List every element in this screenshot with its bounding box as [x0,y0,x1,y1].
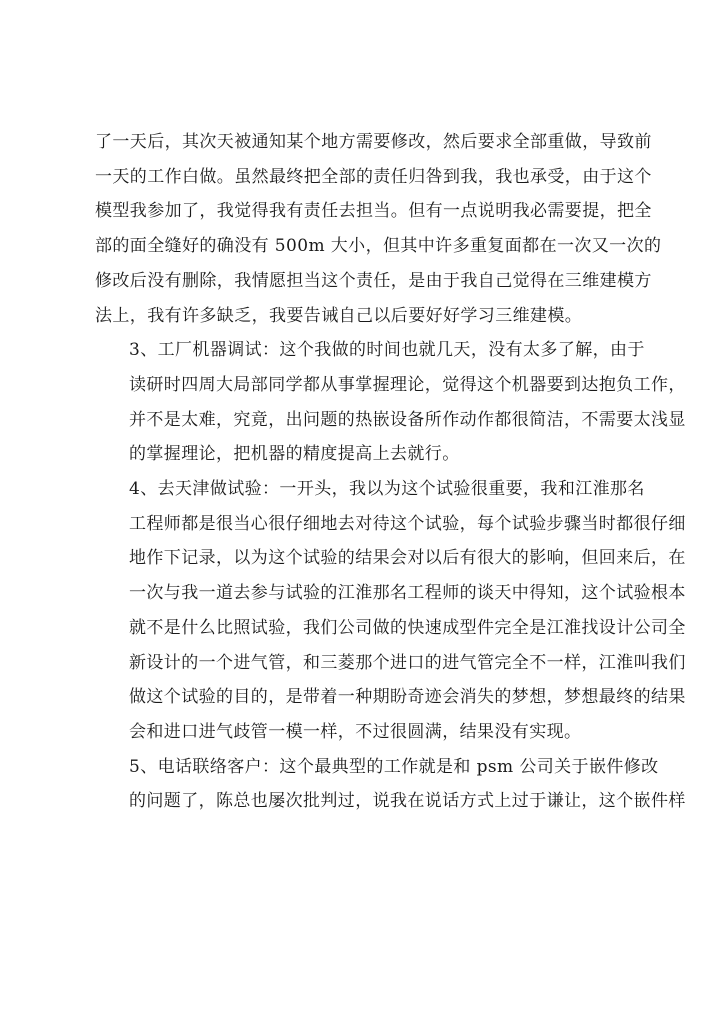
paragraph-factory-machine-debugging [95,333,686,472]
text-line: 法上，我有许多缺乏，我要告诫自己以后要好好学习三维建模。 [95,305,583,326]
text-line: 修改后没有删除，我情愿担当这个责任，是由于我自己觉得在三维建模方 [95,270,652,291]
text-line: 了一天后，其次天被通知某个地方需要修改，然后要求全部重做，导致前 [95,132,652,152]
paragraph-phone-contact-customers [95,750,686,819]
text-line: 做这个试验的目的，是带着一种期盼奇迹会消失的梦想，梦想最终的结果 [129,687,686,708]
text-line: 模型我参加了，我觉得我有责任去担当。但有一点说明我必需要提，把全 [95,201,652,222]
document-body [95,125,686,819]
text-line: 一次与我一道去参与试验的江淮那名工程师的谈天中得知，这个试验根本 [129,583,686,604]
text-line: 会和进口进气歧管一模一样，不过很圆满，结果没有实现。 [129,721,582,742]
text-line: 的掌握理论，把机器的精度提高上去就行。 [129,444,460,465]
text-line: 部的面全缝好的确没有 500m 大小，但其中许多重复面都在一次又一次的 [95,236,662,257]
text-line: 的问题了，陈总也屡次批判过，说我在说话方式上过于谦让，这个嵌件样 [129,791,686,812]
text-line: 工程师都是很当心很仔细地去对待这个试验，每个试验步骤当时都很仔细 [129,513,686,534]
text-line: 4、去天津做试验：一开头，我以为这个试验很重要，我和江淮那名 [129,479,645,500]
text-line: 并不是太难，究竟，出问题的热嵌设备所作动作都很简洁，不需要太浅显 [129,409,686,430]
text-line: 就不是什么比照试验，我们公司做的快速成型件完全是江淮找设计公司全 [129,617,686,638]
text-line: 5、电话联络客户：这个最典型的工作就是和 psm 公司关于嵌件修改 [129,756,659,777]
text-line: 地作下记录，以为这个试验的结果会对以后有很大的影响，但回来后，在 [129,548,686,569]
paragraph-tianjin-experiment [95,472,686,750]
text-line: 3、工厂机器调试：这个我做的时间也就几天，没有太多了解，由于 [129,340,645,361]
text-line: 读研时四周大局部同学都从事掌握理论，觉得这个机器要到达抱负工作， [129,374,686,395]
text-line: 新设计的一个进气管，和三菱那个进口的进气管完全不一样，江淮叫我们 [129,652,686,673]
text-line: 一天的工作白做。虽然最终把全部的责任归咎到我，我也承受，由于这个 [95,166,652,187]
paragraph-modeling-responsibility [95,125,662,333]
